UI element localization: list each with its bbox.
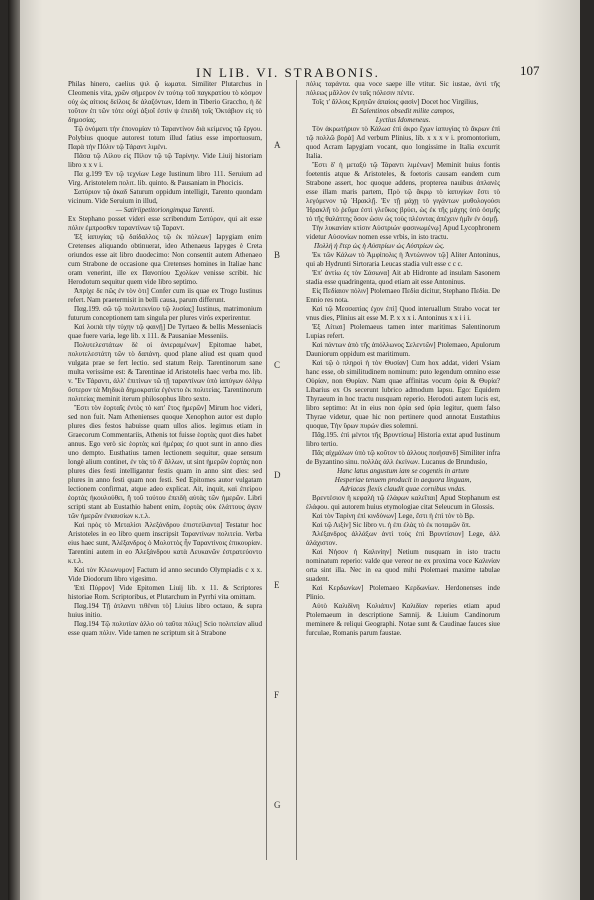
paragraph: Καὶ τὸν Ταρίνη ἐπὶ κινδύνων] Lege, ἔστι ἡ ἐπὶ τὸν τὸ Βρ. (312, 512, 475, 520)
verse-quote: Lyctius Idomeneus. (375, 116, 431, 124)
paragraph: Ἐξ Λίτιαι] Ptolemaeus tamen inter maritimas Salentinorum Lupias refert. (306, 323, 500, 340)
paragraph: Καὶ λοιπὰ τὴν τύχην τῷ φαινῇ] De Tyrtaeo & bellis Messeniacis quae fuere varia, lege lib. x 111. & Pausaniae Messeniis. (68, 323, 262, 340)
paragraph: Καὶ τῷ Λιξίν] Sic libro vι. ἡ ἐπι ἐλὰς τὸ ἐκ ποταμῶν ὅπ. (312, 521, 471, 529)
paragraph: Ἐκ τῶν Κάλων τὸ Ἀμφίπολις ἡ Ἀντώνινον τῷ] Aliter Antoninus, qui ab Hydrunti Sirtoraria Leucas stadia vult esse c c c. (306, 251, 500, 268)
paragraph: Πα g.199 Ἐν τῷ τεχνίων Lege Iustinum libro 111. Seruium ad Virg. Aristotelem πολιτ. lib. quinto. & Pausaniam in Phocicis. (68, 170, 262, 187)
right-column (306, 80, 500, 860)
paragraph: Καὶ Κερδωνίων] Ptolemaeo Κερδωνίων. Herdonenses inde Plinio. (306, 584, 500, 601)
paragraph: Ἐπ' ἀντίω ἐς τὸν Σάσωνα] Ait ab Hidronte ad insulam Sasonem stadia esse quadringenta, quod etiam ait esse Antoninus. (306, 269, 500, 286)
paragraph: Ex Stephano posset videri esse scribendum Σατύρον, qui ait esse πόλιν ἐμπροσθεν ταραντίνων τῷ Ταραντ. (68, 215, 262, 232)
verse-quote: Hesperiae tenuem producit in aequora linguam, (334, 476, 472, 484)
verse-quote: — Satiriipetitoriongimqua Tarenti. (115, 206, 215, 214)
verse-quote: Adriacas flexis claudit quae cornibus vndas. (339, 485, 467, 493)
margin-marker-d: D (274, 470, 281, 480)
paragraph: Τὴν λυκανίαν κτίσιν Αὐστριών φασινωμένῳ] Apud Lycophronem videtur Αὐσονίων nomen esse vrbis, in isto tractu. (306, 224, 500, 241)
margin-marker-c: C (274, 360, 281, 370)
verse-quote: Et Salentinos obsedit milite campos, (351, 107, 455, 115)
paragraph: Εἰς Πεδίαιον πόλιν] Ptolemaeo Πεδία dicitur, Stephano Πεδία. De Ennio res nota. (306, 287, 500, 304)
margin-marker-a: A (274, 140, 281, 150)
verse-quote: Hanc latus angustum iam se cogentis in artum (337, 467, 469, 475)
page-number: 107 (520, 63, 540, 78)
paragraph: Τὸν ἀκρωτήριον τὸ Κάλωσ ἐπὶ ἀκρο ἔχων ἰαπυγίας τὸ ἄκρων ἐπὶ τῷ πολλῶ βορὰ] Ad verbum Plinius, lib. x x x v i. promontorium, quod Acram Iapygiam vocant, quo longissime in Italia excurrit Italia. (306, 125, 500, 160)
paragraph: πόλις ταράντα. qua voce saepe ille vtitur. Sic iustae, ἀντὶ τῆς πόλεως μᾶλλον ἐν ταῖς πόλεσιν πέντε. (306, 80, 500, 97)
paragraph: Καὶ πρὸς τὸ Μεταλίσι Ἀλεξάνδρου ἐπιστείλαντα] Testatur hoc Aristoteles in eo libro quem inscripsit Ταραντίνων πολιτεία. Verba eius haec sunt, Ἀλέξανδρος ὁ Μολοττὸς ἦν Ταραντίνοις ἐπικουρίαν. Tarentini autem in eo Ἀλεξάνδρου κατὰ Λευκανῶν ἐστρατεύοντο κ.τ.λ. (68, 521, 262, 565)
paragraph: Αὐτὸ Καλιδίνη Κολιάπιν] Καλιδίαν reperies etiam apud Ptolemaeum in descriptione Samnij. & Liuium Candinorum meminere & reliqui Geographi. Notae sunt & Caudinae fauces siue furculae, Romanis parum faustae. (306, 602, 500, 637)
paragraph: Παg.194 Τῇ ἀτλαντι τιθέναι τὸ] Liuius libro octauo, & supra huius initio. (68, 602, 262, 619)
paragraph: Καὶ τὸν Κλεωνυμον] Factum id anno secundo Olympiadis c x x. Vide Diodorum libro vigesimo. (68, 566, 262, 583)
paragraph: Πολυτελεστάτων δὲ οἱ ἀνιεραμένων] Epitomae habet, πολυτελεστάτη τῶν τὸ δαπάνη. quod plane aliud est quam quod vulgata prae se fert lectio. sed statum Reip. Tarentinorum sane multa verissime est: & Tarentinae id Aristotelis haec verba mo. lib. v. 'Ἐν Τάραντι, ἀλλ' ἐπιτίνων τῶ τῇ ταραντίνων ὑπὸ ἰαπύγων ὀλίγῳ ὕστερον τὰ Μηδικὰ δημοκρατία ἐγένετο ἐκ πολιτείας. Tarentinorum πολιτείας meminit iterum philosophus libro sexto. (68, 341, 262, 403)
paragraph: Πᾶς αἰχμάλων ὑπὸ τῷ κοῦτον τὸ ἀλλους ποιήσανδ] Similiter infra de Byzantino sinu. πολλὰς ἀλλ ἐκείνων. Lucanus de Brundusio, (306, 449, 500, 466)
column-rule-left (266, 80, 267, 860)
margin-marker-e: E (274, 580, 280, 590)
paragraph: Τοῖς τ' ἄλλοις Κρητῶν ἀπαίοις φασὶν] Docet hoc Virgilius, (312, 98, 479, 106)
paragraph: Ἀλέξανδρος ἀλλάξων ἀντὶ τοὺς ἐπὶ Βρυντίσιον] Lege, ἀλλ ἀλάχιστον. (306, 530, 500, 547)
paragraph: Καὶ τῷ Μεσσαπίας ἐχον ἐπὶ] Quod interuallum Strabo vocat ter vnus dies, Plinius ait esse M. P. x x x i. Antoninus x x i i i. (306, 305, 500, 322)
column-rule-right (296, 80, 297, 860)
paragraph: Σατύριον τῷ ἀκαδ Saturum oppidum intelligit, Tarento quondam vicinum. Vide Seruium in illud, (68, 188, 262, 205)
paragraph: Παg.199. σῶ τῷ πολυτεκνίου τῷ λυσίας] Iustinus, matrimonium futurum conceptionem tam singula per plures virós experirentur. (68, 305, 262, 322)
paragraph: Πᾶg.195. ἐπὶ μέντοι τῆς Βρυντίσιω] Historia extat apud Iustinum libro tertio. (306, 431, 500, 448)
paragraph: Καὶ τῷ ὁ πληροὶ ἡ τὸν Θυσίαν] Cum hox addat, videri Vsiam hanc esse, ob similitudinem nominum: puto legendum omnino esse Οὐρίαν, non Θυρίαν. Nam quae affinitas vocum ὁρία & Θυρία? Libarius ex Os secerunt lubrico admodum lapsu. Ego: Equidem Thyraeum in hoc tractu nusquam reperio. Herodoti autem lucis est, libro septimo: At in eius non ὁρία sed ὑρία legitur, quem falso Thyrae videtur, quae hic non pertinere quod annotat Eustathius quoque, Τὴν ὕρων πυρών dies solemni. (306, 359, 500, 430)
paragraph: Καὶ πάντων ἀπὸ τῆς ἀπόλλωνος Σελεντῶν] Ptolemaeo, Apulorum Dauniorum oppidum est maritimum. (306, 341, 500, 358)
margin-marker-g: G (274, 800, 281, 810)
running-head: IN LIB. VI. STRABONIS. (196, 65, 380, 80)
paragraph: Καὶ Νήσον ἡ Καλινίην] Netium nusquam in isto tractu nominatum reperio: valde que vereor ne ex proxima voce Καλινίαν orta sint illa. Nec in ea quod mihi Ptolemaei maxime tabulae suadent. (306, 548, 500, 583)
left-column (68, 80, 262, 860)
paragraph: Ἐπὶ Πύρρον] Vide Epitomen Liuij lib. x 11. & Scriptores historiae Rom. Scriptoribus, et Plutarchum in Pyrrhi vita omittam. (68, 584, 262, 601)
paragraph: Τῷ ὀνόματι τὴν ἐπονομίαν τὸ Ταραντίνον διὰ κείμενος τῷ ἔργου. Polybius quoque autorest totum illud fatius esse importuosum, Παρὰ τὴν Πόλιν τῷ Τάραντ λιμένι. (68, 125, 262, 151)
paragraph: Πᾶσα τῷ Λίλου εἰς Πίλον τῷ τῷ Ταρίνην. Vide Liuij historiam libro x x v i. (68, 152, 262, 169)
paragraph: Παg.194 Τῷ πολυτίαν ἀλλο οὐ ταῦτα πόλις] Scio πολιτείαν aliud esse quam πόλιν. Vide tamen ne scriptum sit à Strabone (68, 620, 262, 637)
paragraph: Philas hinero, caelius ψιλ ῷ ἰωματα. Similiter Plutarchus in Cleomenis vita, χρῶν σήμερον ἐν τούτῳ τοῦ παγκρατίου τὸ κόσμον οὐχ ὡς αἰτιοις δείλοις δε ἀλαζόντων, Idem in Tiberio Graccho, ἡ δὲ τοῦτον ἐπ τῶν τότε οὐχὶ ἀξιοῖ ἐστὶν ψ ἐπειδὴ τοῖς Ὀκτάβιον εἰς τὸ δημοσίας. (68, 80, 262, 124)
paragraph: Ἀπρίχε δε πῶς ἐν τὸν ὁτι] Confer cum iis quae ex Trogo Iustinus refert. Nam praetermisit in belli causa, parum differunt. (68, 287, 262, 304)
margin-marker-b: B (274, 250, 281, 260)
greek-line: Πολλὴ ἡ ἔτερ ὡς ἡ Αὐστρίων ὡς Αὐστρίων ὡς. (314, 242, 445, 250)
book-spine-shadow (8, 0, 20, 900)
paragraph: Ἐξ ἰαπυγίας τῷ δαίδαλλος τῷ ἐκ πόλεων] Iapygiam enim Cretenses aliquando obtinuerat, ideo Athenaeus Iapyges è Creta oriundos esse ait libro duodecimo: Non consentit autem Athenaeo cum Strabone de occasione qua Cretenses homines in Italiae hanc oram venerint, ille ex Πανοπίου Σχολίων venisse scribit. hic Herodotum sequitur quem vide libro septimo. (68, 233, 262, 286)
paragraph: Βρεντέσιον ἡ κεφαλὴ τῷ ἐλάφων καλεῖται] Apud Stephanum est ἐλάφου. qui autorem huius etymologiae citat Seleucum in Glossis. (306, 494, 500, 511)
book-page (8, 0, 580, 900)
paragraph: Ἔστι τὸν ἑορταῖς ἐντὸς τὸ κατ' ἔτος ἡμερῶν] Mirum hoc videri, sed non fuit. Nam Athenienses quoque Xenophon autor est duplo plures dies festos habuisse quam ullos alios. legimus etiam in Graecorum Commentariis, Athenis tot fuisse ἑορτὰς quot dies habet annus. Ego verò sic ἑορτὰς καὶ ἡμέρας ἐσ quot sunt in anno dies uno dempto. Eusthatius tamen lectionem sequitur, quae sensum longè alium continet, ἐν τὰς τὸ δ' ἄλλων, ut sint ἡμερῶν ἑορτὰς non plures dies festi intelligantur festis quam in anno sint dies: sed plures in anno festi quam non festi. Sed Epitomes autor vulgatam lectionem confirmat, atque adeo explicat. Ait, inquit, καὶ ἐπείρου ἑορτὰς ἠκουλούθει, ἢ τοῦ τούτου ἐπειδὴ αὐτὰς τῶν ἡμερῶν. Libri scripti stant ab Eustathio habent enim, ἑορτὰς οὐκ ἐλάττους ἀγειν τῶν ἡμερῶν ἐνιαυσίων κ.τ.λ. (68, 404, 262, 520)
paragraph: Ἔστι δ' ἡ μεταξὺ τῷ Τάραντι λιμένων] Meminit huius fontis foetentis atque & Aristoteles, & foetoris causam eandem cum Strabone assert, hoc quoque addens, propterea nauibus ἀπλανὲς esse illam maris partem, Πρὸ τῷ ἄκρῳ τὸ ἰαπυγίων ἔστι τὸ λεγόμενον τῷ Ἡρακλῇ. Ἐν τῇ μάχῃ τὸ γιγάντων μυθολογούσι Ἡρακλῆ τὸ ῥεῦμα ἐστὶ γλεῦκος βρύει, ὡς ἐκ τῆς μάχης ὑπὸ ὀσμῆς τὸ τῆς θαλάττης ὅσον ὠσιν ὡς τοὺς πλέοντας ἀπέχειν ἡμῖν ἐν ὀσμῇ. (306, 161, 500, 223)
margin-marker-f: F (274, 690, 280, 700)
